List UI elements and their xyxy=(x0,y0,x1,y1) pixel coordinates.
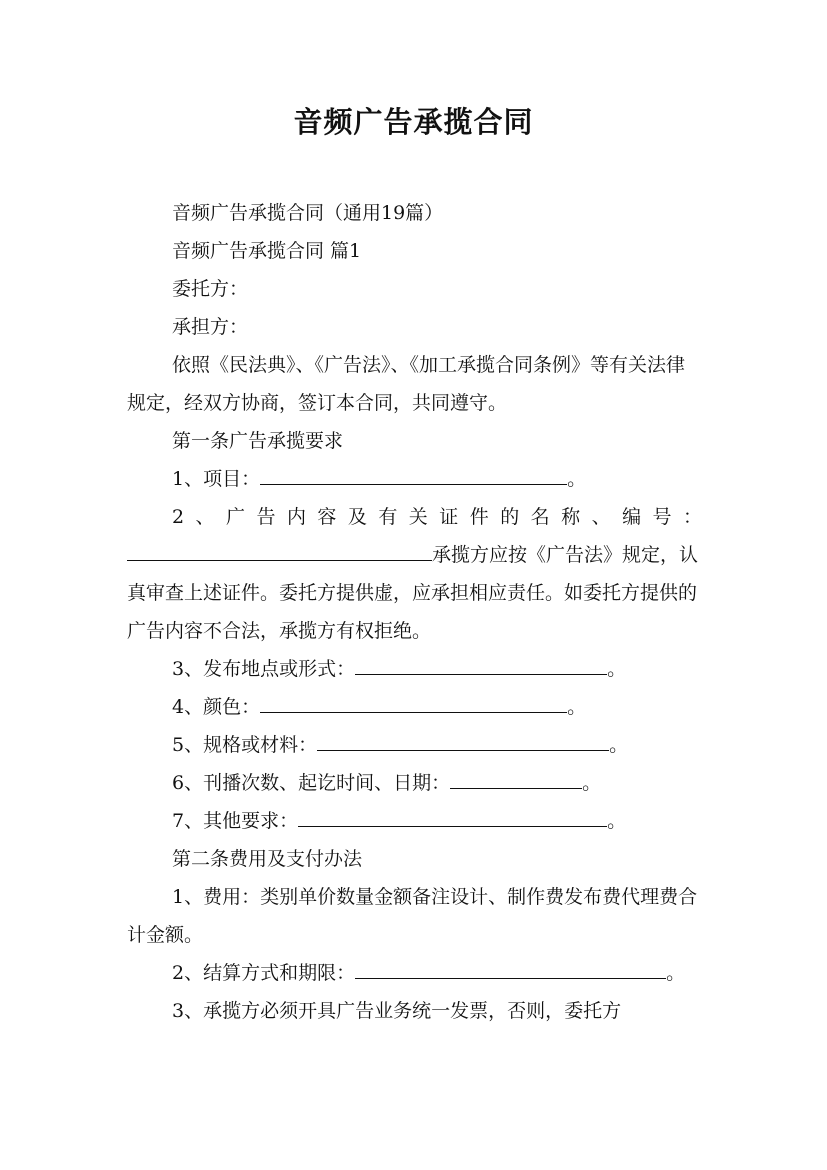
intro-paragraph: 依照《民法典》、《广告法》、《加工承揽合同条例》等有关法律规定，经双方协商，签订本合同，共同遵守。 xyxy=(127,354,686,414)
section-2-heading: 第二条费用及支付办法 xyxy=(172,848,363,870)
item-5-end: 。 xyxy=(609,734,629,756)
item-3-line xyxy=(127,650,702,688)
fee-2-end: 。 xyxy=(666,962,686,984)
party-b-line: 承担方： xyxy=(172,316,249,338)
item-2-body xyxy=(127,536,702,650)
item-4-line xyxy=(127,688,702,726)
item-1-line xyxy=(127,460,702,498)
item-5-blank xyxy=(317,728,609,751)
item-3-label: 3、发布地点或形式： xyxy=(172,658,356,680)
item-6-label: 6、刊播次数、起讫时间、日期： xyxy=(172,772,451,794)
section-1-heading: 第一条广告承揽要求 xyxy=(172,430,344,452)
item-7-end: 。 xyxy=(607,810,627,832)
item-4-blank xyxy=(260,690,567,713)
item-7-line xyxy=(127,802,702,840)
item-7-label: 7、其他要求： xyxy=(172,810,299,832)
item-4-end: 。 xyxy=(567,696,587,718)
item-5-line xyxy=(127,726,702,764)
item-3-end: 。 xyxy=(607,658,627,680)
item-6-blank xyxy=(450,766,582,789)
party-a-line: 委托方： xyxy=(172,278,249,300)
item-1-blank xyxy=(260,462,567,485)
document-body xyxy=(127,194,702,1030)
document-title: 音频广告承揽合同 xyxy=(293,105,534,139)
subtitle-line: 音频广告承揽合同（通用19篇） xyxy=(172,202,444,224)
item-1-end: 。 xyxy=(567,468,587,490)
item-2-blank xyxy=(127,538,432,561)
fee-2-line xyxy=(127,954,702,992)
item-1-label: 1、项目： xyxy=(172,468,261,490)
item-4-label: 4、颜色： xyxy=(172,696,261,718)
fee-2-label: 2、结算方式和期限： xyxy=(172,962,356,984)
item-3-blank xyxy=(355,652,607,675)
fee-1-paragraph: 1、费用：类别单价数量金额备注设计、制作费发布费代理费合计金额。 xyxy=(127,886,698,946)
fee-2-blank xyxy=(355,956,666,979)
item-6-end: 。 xyxy=(582,772,602,794)
item-2-label-line: 2、广告内容及有关证件的名称、编号： xyxy=(172,506,702,528)
article-heading: 音频广告承揽合同 篇1 xyxy=(172,240,362,262)
fee-3-paragraph: 3、承揽方必须开具广告业务统一发票，否则，委托方 xyxy=(172,1000,622,1022)
item-2-rest: 承揽方应按《广告法》规定，认真审查上述证件。委托方提供虚，应承担相应责任。如委托方提供的广告内容不合法，承揽方有权拒绝。 xyxy=(127,544,699,642)
item-6-line xyxy=(127,764,702,802)
item-7-blank xyxy=(298,804,607,827)
item-5-label: 5、规格或材料： xyxy=(172,734,318,756)
